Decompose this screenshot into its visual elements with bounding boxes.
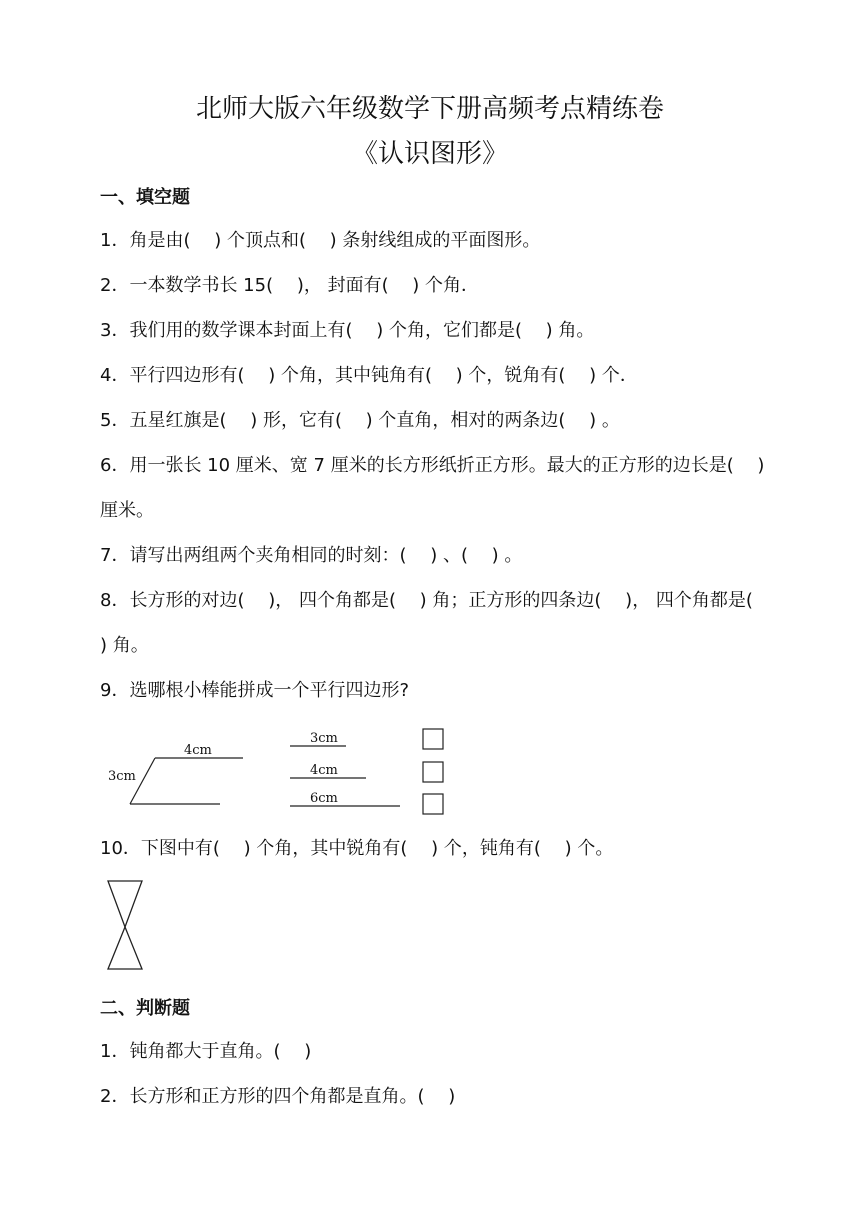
question-7: 7．请写出两组两个夹角相同的时刻：( ) 、( ) 。 xyxy=(100,545,523,566)
tf-question-1: 1．钝角都大于直角。( ) xyxy=(100,1041,312,1062)
checkbox-3cm xyxy=(423,729,443,749)
tf-question-2: 2．长方形和正方形的四个角都是直角。( ) xyxy=(100,1086,456,1107)
upper-triangle xyxy=(108,881,142,927)
question-2: 2．一本数学书长 15( )， 封面有( ) 个角． xyxy=(100,275,480,296)
lower-triangle xyxy=(108,927,142,969)
parallelogram-figure xyxy=(100,722,460,822)
page-subtitle: 《认识图形》 xyxy=(351,139,508,169)
parallelogram-top-label: 4cm xyxy=(184,743,212,758)
stick-label-4cm: 4cm xyxy=(310,763,338,778)
stick-label-6cm: 6cm xyxy=(310,791,338,806)
stick-label-3cm: 3cm xyxy=(310,731,338,746)
checkbox-4cm xyxy=(423,762,443,782)
hourglass-figure xyxy=(100,875,160,975)
question-8: 8．长方形的对边( )， 四个角都是( ) 角；正方形的四条边( )， 四个角都是( ) 角。 xyxy=(100,590,777,656)
section-heading-true-false: 二、判断题 xyxy=(100,998,190,1019)
question-5: 5．五星红旗是( ) 形，它有( ) 个直角，相对的两条边( ) 。 xyxy=(100,410,620,431)
question-10: 10．下图中有( ) 个角，其中锐角有( ) 个，钝角有( ) 个。 xyxy=(100,838,614,859)
page-title: 北师大版六年级数学下册高频考点精练卷 xyxy=(195,94,664,124)
question-4: 4．平行四边形有( ) 个角，其中钝角有( ) 个，锐角有( ) 个． xyxy=(100,365,638,386)
section-heading-fill-blank: 一、填空题 xyxy=(100,187,190,208)
question-6: 6．用一张长 10 厘米、宽 7 厘米的长方形纸折正方形。最大的正方形的边长是( ) 厘米。 xyxy=(100,455,765,521)
checkbox-6cm xyxy=(423,794,443,814)
question-1: 1．角是由( ) 个顶点和( ) 条射线组成的平面图形。 xyxy=(100,230,541,251)
parallelogram-side-label: 3cm xyxy=(108,769,136,784)
question-3: 3．我们用的数学课本封面上有( ) 个角，它们都是( ) 角。 xyxy=(100,320,595,341)
question-9: 9．选哪根小棒能拼成一个平行四边形? xyxy=(100,680,410,701)
